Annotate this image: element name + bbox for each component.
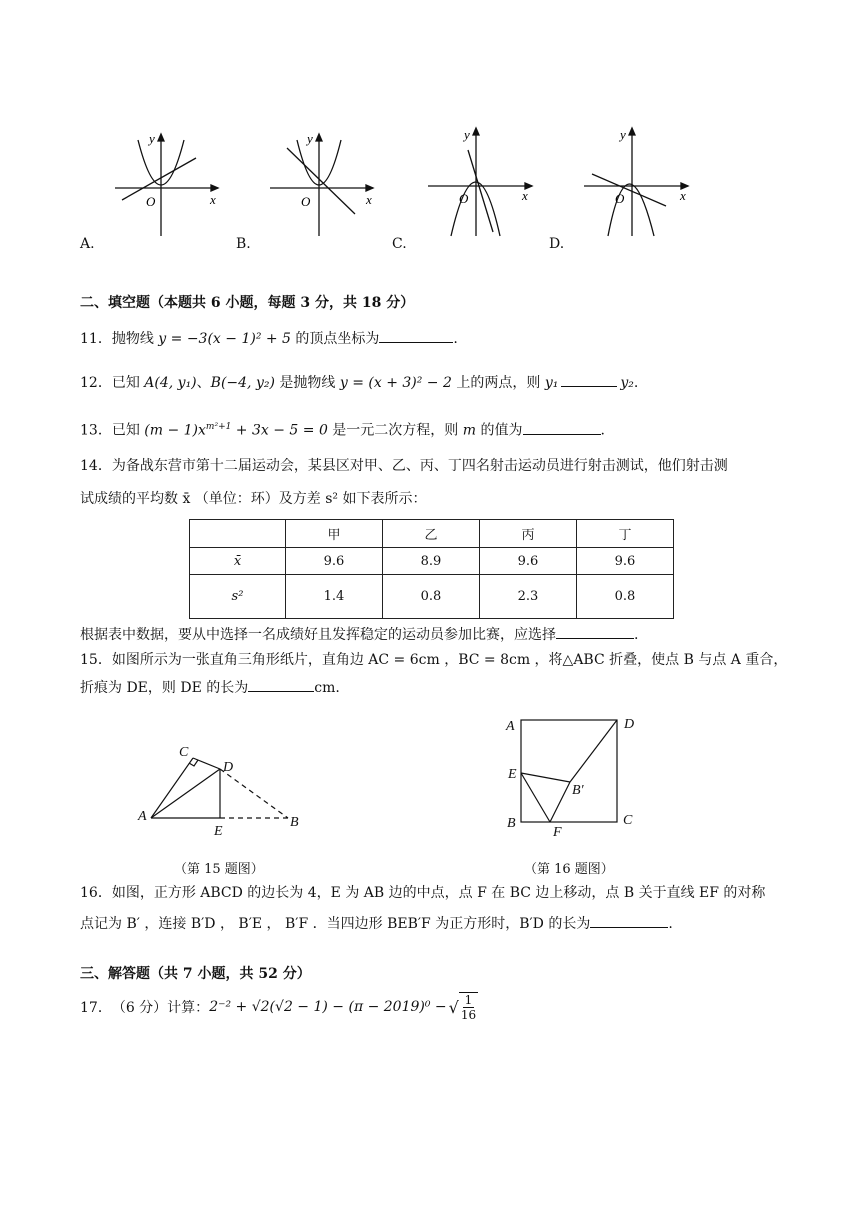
svg-text:C: C [179, 745, 189, 760]
svg-text:x: x [522, 188, 528, 203]
answer-blank[interactable] [590, 913, 668, 928]
svg-text:x: x [366, 192, 372, 207]
svg-text:F: F [553, 825, 562, 840]
svg-text:E: E [214, 824, 223, 839]
svg-text:A: A [506, 719, 515, 734]
question-11: 11．抛物线 y = −3(x − 1)² + 5 的顶点坐标为 . [80, 328, 458, 349]
question-16-line-2: 点记为 B′ ，连接 B′D ， B′E ， B′F ．当四边形 BEB′F 为正方形时，B′D 的长为 . [80, 913, 673, 934]
figure-15 [133, 742, 333, 842]
svg-text:O: O [301, 194, 311, 209]
answer-blank[interactable] [379, 328, 453, 343]
answer-blank[interactable] [556, 624, 634, 639]
svg-text:D: D [624, 717, 635, 732]
graph-c [428, 128, 532, 236]
option-b-label: B. [236, 236, 251, 252]
svg-text:A: A [138, 809, 147, 824]
graph-b [270, 134, 373, 236]
question-14-line-2: 试成绩的平均数 x̄ （单位：环）及方差 s² 如下表所示： [80, 491, 427, 507]
graph-a-o: O [146, 194, 156, 209]
option-graphs [0, 0, 860, 240]
section-2-heading: 二、填空题（本题共 6 小题，每题 3 分，共 18 分） [80, 295, 415, 311]
svg-text:O: O [615, 191, 625, 206]
question-12: 12．已知 A(4, y₁)、B(−4, y₂) 是抛物线 y = (x + 3)² − 2 上的两点，则 y₁ y₂. [80, 372, 638, 393]
graph-a-y: y [149, 131, 155, 146]
svg-text:C: C [623, 813, 633, 828]
table-header-row: 甲 乙 丙 丁 [190, 520, 674, 548]
question-13: 13．已知 $(m - 1)x^{m^2+1} + 3x - 5 = 0$ 是一元二次方程，则 m 的值为 . [80, 417, 605, 441]
answer-blank[interactable] [248, 677, 314, 692]
question-17: 17． （6 分）计算： 2⁻² + √2(√2 − 1) − (π − 2019)⁰ − √ 1 16 [80, 993, 477, 1022]
question-16-line-1: 16．如图，正方形 ABCD 的边长为 4，E 为 AB 边的中点，点 F 在 BC 边上移动，点 B 关于直线 EF 的对称 [80, 885, 766, 901]
table-row-mean: x̄ 9.6 8.9 9.6 9.6 [190, 548, 674, 575]
question-14-after: 根据表中数据，要从中选择一名成绩好且发挥稳定的运动员参加比赛，应选择 . [80, 624, 638, 645]
score-table [189, 519, 674, 619]
svg-text:D: D [223, 760, 234, 775]
svg-text:B: B [507, 816, 516, 831]
svg-text:x: x [680, 188, 686, 203]
answer-blank[interactable] [523, 420, 601, 435]
option-c-label: C. [392, 236, 407, 252]
graph-d [584, 128, 688, 236]
answer-blank[interactable] [561, 372, 617, 387]
svg-text:E: E [508, 767, 517, 782]
section-3-heading: 三、解答题（共 7 小题，共 52 分） [80, 966, 311, 982]
svg-text:y: y [464, 127, 470, 142]
question-15-line-2: 折痕为 DE，则 DE 的长为 cm. [80, 677, 340, 698]
figure-16-caption: （第 16 题图） [524, 862, 614, 877]
svg-text:O: O [459, 191, 469, 206]
figure-16 [500, 712, 660, 842]
svg-text:y: y [620, 127, 626, 142]
graph-a-x: x [210, 192, 216, 207]
question-14-line-1: 14．为备战东营市第十二届运动会，某县区对甲、乙、丙、丁四名射击运动员进行射击测试，他们射击测 [80, 458, 728, 474]
graph-a [115, 134, 218, 236]
option-d-label: D. [549, 236, 565, 252]
option-a-label: A. [80, 236, 95, 252]
question-15-line-1: 15．如图所示为一张直角三角形纸片，直角边 AC = 6cm ，BC = 8cm ，将△ABC 折叠，使点 B 与点 A 重合， [80, 652, 788, 668]
svg-text:y: y [307, 131, 313, 146]
svg-text:B′: B′ [572, 783, 584, 798]
table-row-variance: s² 1.4 0.8 2.3 0.8 [190, 575, 674, 619]
svg-text:B: B [290, 815, 299, 830]
figure-15-caption: （第 15 题图） [174, 862, 264, 877]
